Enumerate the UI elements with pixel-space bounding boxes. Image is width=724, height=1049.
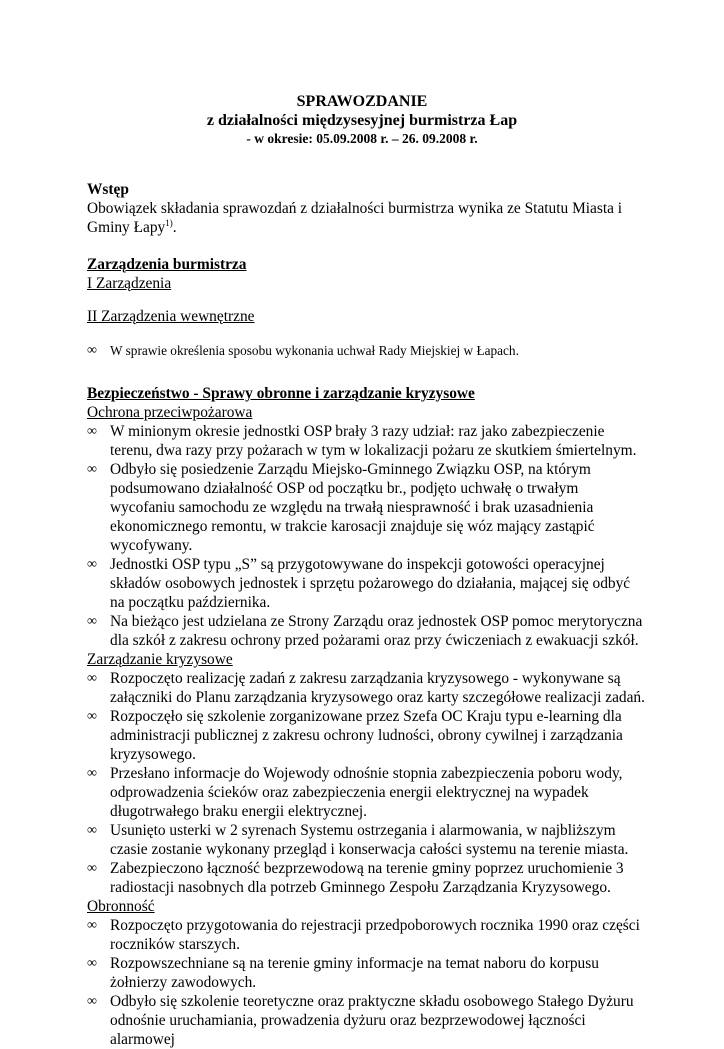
infinity-bullet-icon: ∞	[87, 343, 97, 358]
list-item	[87, 916, 647, 954]
list-item	[87, 707, 647, 764]
list-item	[87, 555, 647, 612]
list-item-text: Rozpoczęto przygotowania do rejestracji przedpoborowych rocznika 1990 oraz części roczników starszych.	[110, 917, 640, 953]
infinity-bullet-icon: ∞	[87, 956, 97, 971]
intro-heading: Wstęp	[87, 181, 129, 198]
list-item-text: Na bieżąco jest udzielana ze Strony Zarządu oraz jednostek OSP pomoc merytoryczna dla szkół z zakresu ochrony przed pożarami oraz przy ćwiczeniach z ewakuacji szkół.	[110, 613, 643, 649]
list-item-text: Rozpoczęło się szkolenie zorganizowane przez Szefa OC Kraju typu e-learning dla administracji publicznej z zakresu ochrony ludności, obrony cywilnej i zarządzania kryzysowego.	[110, 708, 623, 763]
document-body	[87, 180, 647, 1049]
ochrona-list	[87, 422, 647, 650]
list-item	[87, 764, 647, 821]
infinity-bullet-icon: ∞	[87, 424, 97, 439]
zarzadzenia-heading: Zarządzenia burmistrza	[87, 256, 247, 273]
infinity-bullet-icon: ∞	[87, 766, 97, 781]
intro-text-end: .	[172, 219, 177, 236]
list-item-text: Jednostki OSP typu „S” są przygotowywane do inspekcji gotowości operacyjnej składów osobowych jednostek i sprzętu pożarowego do działania, mającej się odbyć na początku października.	[110, 556, 631, 611]
section-title-ochrona: Ochrona przeciwpożarowa	[87, 404, 253, 421]
list-item-text: Usunięto usterki w 2 syrenach Systemu ostrzegania i alarmowania, w najbliższym czasie zostanie wykonany przegląd i konserwacja całości systemu na terenie miasta.	[110, 822, 629, 858]
infinity-bullet-icon: ∞	[87, 918, 97, 933]
infinity-bullet-icon: ∞	[87, 671, 97, 686]
list-item	[87, 612, 647, 650]
footnote-ref: 1)	[165, 217, 173, 228]
list-item	[87, 821, 647, 859]
list-item-text: Rozpoczęto realizację zadań z zakresu zarządzania kryzysowego - wykonywane są załączniki do Planu zarządzania kryzysowego oraz karty szczegółowe realizacji zadań.	[110, 670, 645, 706]
list-item-text: W minionym okresie jednostki OSP brały 3 razy udział: raz jako zabezpieczenie terenu, dwa razy przy pożarach w tym w lokalizacji pożaru ze skutkiem śmiertelnym.	[110, 423, 637, 459]
intro-text	[87, 199, 647, 237]
infinity-bullet-icon: ∞	[87, 823, 97, 838]
infinity-bullet-icon: ∞	[87, 861, 97, 876]
list-item-text: Odbyło się posiedzenie Zarządu Miejsko-Gminnego Związku OSP, na którym podsumowano działalność OSP od początku br., podjęto uchwałę o trwałym wycofaniu samochodu ze względu na trwałą niesprawność i brak uzasadnienia ekonomicznego remontu, w trakcie karosacji znajduje się wóz mający zastąpić wycofywany.	[110, 461, 595, 554]
list-item	[87, 859, 647, 897]
zarzadzenia-sub2: II Zarządzenia wewnętrzne	[87, 308, 255, 325]
list-item-text: Rozpowszechniane są na terenie gminy informacje na temat naboru do korpusu żołnierzy zawodowych.	[110, 955, 599, 991]
section-title-kryzys: Zarządzanie kryzysowe	[87, 651, 233, 668]
document-subtitle: z działalności międzysesyjnej burmistrza Łap	[206, 112, 518, 129]
zarzadzenia-sub1: I Zarządzenia	[87, 275, 172, 292]
kryzys-list	[87, 669, 647, 897]
zarzadzenia-list	[87, 342, 647, 359]
obronnosc-list	[87, 916, 647, 1049]
list-item-text: W sprawie określenia sposobu wykonania uchwał Rady Miejskiej w Łapach.	[110, 343, 519, 358]
list-item	[87, 422, 647, 460]
list-item-text: Przesłano informacje do Wojewody odnośnie stopnia zabezpieczenia poboru wody, odprowadzenia ścieków oraz zabezpieczenia energii elektrycznej na wypadek długotrwałego braku energii elektrycznej.	[110, 765, 623, 820]
title-block	[0, 92, 724, 147]
infinity-bullet-icon: ∞	[87, 709, 97, 724]
document-title: SPRAWOZDANIE	[296, 93, 428, 110]
list-item	[87, 342, 647, 359]
infinity-bullet-icon: ∞	[87, 462, 97, 477]
infinity-bullet-icon: ∞	[87, 994, 97, 1009]
list-item	[87, 669, 647, 707]
report-period: - w okresie: 05.09.2008 r. – 26. 09.2008 r.	[246, 131, 478, 146]
intro-text-body: Obowiązek składania sprawozdań z działalności burmistrza wynika ze Statutu Miasta i Gminy Łapy	[87, 200, 623, 236]
infinity-bullet-icon: ∞	[87, 614, 97, 629]
list-item	[87, 954, 647, 992]
list-item	[87, 992, 647, 1049]
list-item-text: Odbyło się szkolenie teoretyczne oraz praktyczne składu osobowego Stałego Dyżuru odnośnie uruchamiania, prowadzenia dyżuru oraz bezprzewodowej łączności alarmowej	[110, 993, 634, 1048]
list-item-text: Zabezpieczono łączność bezprzewodową na terenie gminy poprzez uruchomienie 3 radiostacji nasobnych dla potrzeb Gminnego Zespołu Zarządzania Kryzysowego.	[110, 860, 624, 896]
infinity-bullet-icon: ∞	[87, 557, 97, 572]
section-title-obronnosc: Obronność	[87, 898, 155, 915]
bezpieczenstwo-heading: Bezpieczeństwo - Sprawy obronne i zarządzanie kryzysowe	[87, 385, 475, 402]
list-item	[87, 460, 647, 555]
